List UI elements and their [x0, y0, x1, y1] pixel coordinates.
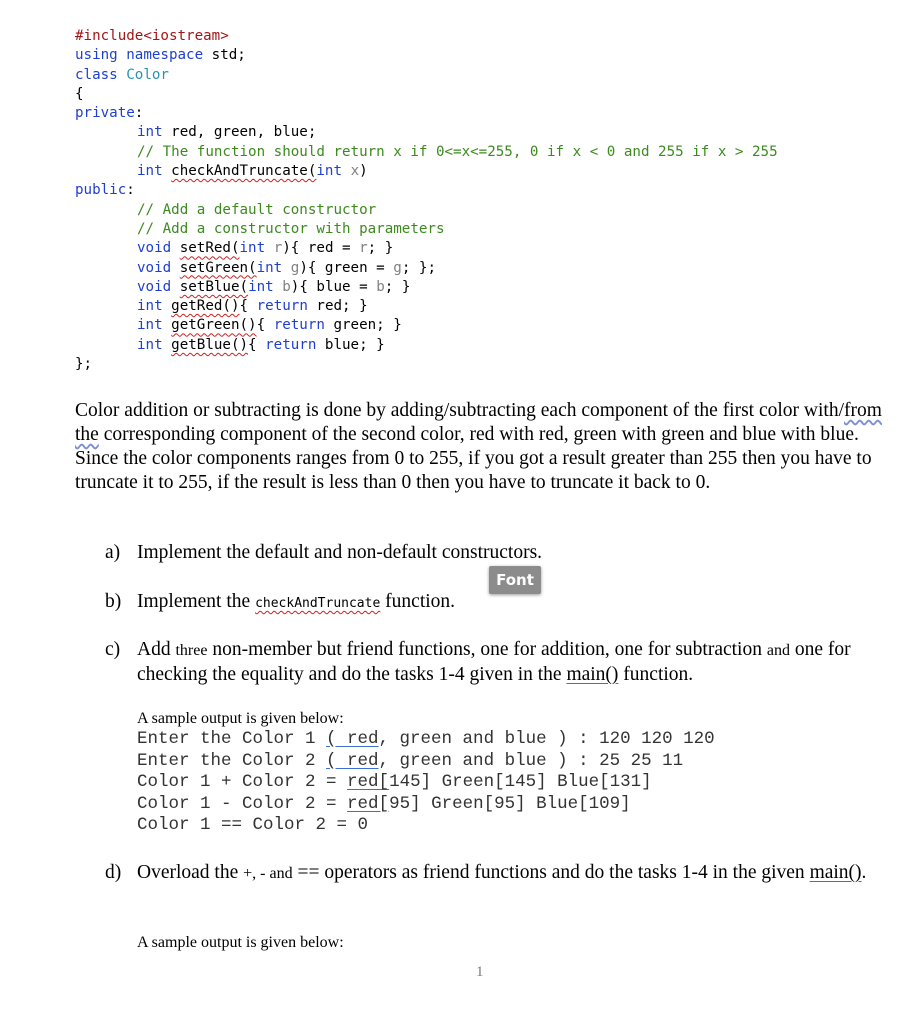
sample-output-label: A sample output is given below: [137, 710, 344, 727]
task-text-part: and [766, 642, 790, 659]
code-token: // Add a constructor with parameters [137, 220, 445, 237]
code-token: ; }; [401, 259, 436, 276]
code-token: ; } [384, 278, 411, 295]
intro-text-part: corresponding component of the second color, red with red, green with green and blue with blue. [98, 424, 859, 445]
code-token [171, 279, 180, 295]
code-token: <iostream> [143, 28, 229, 44]
code-line [75, 336, 778, 355]
code-token: ; } [367, 240, 394, 257]
sample-output-part: Color 1 - Color 2 = [137, 793, 348, 814]
code-token: void [137, 240, 172, 257]
code-token: int [137, 317, 163, 334]
code-token: int [137, 124, 163, 141]
sample-output-line [137, 794, 715, 816]
task-text: Implement the default and non-default constructors. [137, 542, 543, 563]
code-token: int [137, 298, 163, 315]
code-token: // The function should return x if 0<=x<=255, 0 if x < 0 and 255 if x > 255 [137, 143, 778, 160]
task-label: b) [105, 591, 122, 612]
code-line [75, 220, 778, 239]
sample-output [137, 729, 715, 837]
task-label: a) [105, 542, 121, 563]
sample-output-line [137, 751, 715, 773]
code-line [75, 278, 778, 297]
code-token: #include [75, 28, 144, 44]
code-token [265, 240, 274, 256]
code-token [171, 260, 180, 276]
font-tooltip[interactable]: Font [489, 566, 541, 594]
code-token: int [137, 163, 163, 180]
code-token: r [359, 240, 368, 257]
code-token: : [134, 105, 144, 122]
task-text-part: function. [380, 591, 456, 612]
task-text [137, 638, 885, 687]
code-line [75, 162, 778, 181]
code-token [163, 317, 172, 333]
sample-output-label-2: A sample output is given below: [137, 934, 344, 951]
code-token: x [350, 163, 360, 180]
code-token: // Add a default constructor [137, 201, 377, 218]
code-token: return [265, 336, 317, 353]
sample-output-part: 95] Green[95] Blue[109] [389, 793, 631, 814]
task-text-part: non-member but friend functions, one for addition, one for subtraction [207, 639, 767, 660]
code-line [75, 201, 778, 220]
page-number: 1 [476, 964, 484, 980]
intro-text-part: Color addition or subtracting is done by adding/subtracting each component of the first color with/ [75, 400, 845, 421]
code-token: red; } [307, 298, 368, 315]
code-token: green; } [324, 317, 402, 334]
task-text-part: +, - and [243, 865, 293, 882]
code-token: checkAndTruncate( [171, 163, 317, 180]
code-token: ){ red = [282, 240, 360, 257]
sample-output-part: ( red [326, 750, 379, 771]
inline-code: checkAndTruncate [255, 596, 381, 611]
grammar-flag-link: from the [75, 400, 882, 445]
sample-output-part: Enter the Color 2 [137, 750, 327, 771]
code-token [274, 279, 283, 295]
sample-output-part: , green and blue ) : 25 25 11 [378, 750, 684, 771]
sample-output-part: Color 1 == Color 2 = 0 [137, 815, 369, 836]
task-c [105, 638, 885, 687]
code-token [342, 163, 351, 179]
code-token: private [75, 105, 135, 122]
code-token [282, 260, 291, 276]
code-token: blue; } [316, 336, 385, 353]
code-token [118, 67, 127, 83]
code-line [75, 355, 778, 374]
code-line [75, 143, 778, 162]
intro-text [75, 399, 885, 495]
code-token: ) [359, 163, 368, 180]
code-line [75, 239, 778, 258]
task-text-part: function. [618, 664, 694, 685]
sample-output-line [137, 729, 715, 751]
task-text-part: Add [137, 639, 176, 660]
task-label: d) [105, 862, 122, 883]
code-token: Color [126, 66, 169, 83]
code-token: b [376, 278, 385, 295]
code-token [171, 240, 180, 256]
sample-output-part: ( red [326, 729, 379, 749]
code-token: g [393, 259, 402, 276]
code-token: int [239, 240, 266, 257]
task-d [105, 861, 885, 886]
code-token: }; [75, 356, 93, 373]
code-token: b [282, 278, 291, 295]
code-token: return [273, 317, 325, 334]
code-token: using [75, 47, 118, 64]
code-token: red, green, blue; [162, 124, 317, 141]
code-token: int [248, 278, 274, 295]
code-token: void [137, 278, 172, 295]
task-text-part: Overload the [137, 862, 244, 883]
sample-output-part: red[ [347, 772, 390, 793]
code-token: setBlue( [179, 278, 249, 295]
code-token: setRed( [179, 240, 240, 257]
code-line [75, 27, 778, 46]
code-token: { [75, 85, 84, 102]
code-line [75, 66, 778, 85]
task-text-part: three [175, 642, 208, 659]
task-text [137, 590, 885, 616]
task-text-part: Implement the [137, 591, 256, 612]
sample-output-part: Enter the Color 1 [137, 729, 327, 749]
code-token: getRed() [171, 298, 240, 315]
code-token: getBlue() [171, 336, 249, 353]
code-token: std; [203, 47, 246, 64]
code-token: public [75, 182, 127, 199]
main-link: main() [809, 862, 862, 883]
code-listing [75, 27, 778, 374]
code-token: int [316, 163, 343, 180]
intro-paragraph-2: Since the color components ranges from 0 to 255, if you got a result greater than 255 then you have to truncate it to 255, if the result is less than 0 then you have to truncate it back to 0. [75, 448, 872, 493]
code-token: ){ green = [299, 259, 394, 276]
main-link: main() [566, 664, 619, 685]
sample-output-part: red[ [347, 793, 390, 814]
code-token: { [256, 317, 274, 334]
sample-output-line [137, 772, 715, 794]
code-token [163, 298, 172, 314]
code-token: void [137, 259, 172, 276]
code-token: : [126, 182, 135, 199]
code-token: namespace [126, 47, 204, 64]
code-token: g [290, 259, 300, 276]
code-token: ){ blue = [290, 278, 377, 295]
code-token [118, 47, 127, 63]
sample-output-part: , green and blue ) : 120 120 120 [378, 729, 715, 749]
code-line [75, 316, 778, 335]
code-token: r [273, 240, 283, 257]
code-line [75, 85, 778, 104]
sample-output-line [137, 815, 715, 837]
code-token: class [75, 66, 118, 83]
code-token [163, 337, 172, 353]
code-line [75, 181, 778, 200]
task-b [105, 590, 885, 616]
code-line [75, 104, 778, 123]
code-line [75, 259, 778, 278]
code-line [75, 123, 778, 142]
code-token [163, 163, 172, 179]
sample-output-part: 145] Green[145] Blue[131] [389, 772, 652, 793]
intro-paragraph-1 [75, 399, 885, 447]
sample-output-part: Color 1 + Color 2 = [137, 772, 348, 793]
task-a [105, 541, 885, 565]
code-token: { [239, 298, 257, 315]
task-text-part: . [861, 862, 867, 883]
code-line [75, 46, 778, 65]
code-token: { [248, 336, 266, 353]
code-token: setGreen( [179, 259, 257, 276]
task-text [137, 861, 885, 886]
task-label: c) [105, 639, 121, 660]
code-token: return [256, 298, 308, 315]
code-token: getGreen() [171, 317, 257, 334]
code-token: int [137, 336, 163, 353]
code-line [75, 297, 778, 316]
task-text-part: one for checking the equality and do the tasks 1-4 given in the [137, 639, 851, 685]
task-text-part: == operators as friend functions and do the tasks 1-4 in the given [292, 862, 810, 883]
code-token: int [256, 259, 283, 276]
